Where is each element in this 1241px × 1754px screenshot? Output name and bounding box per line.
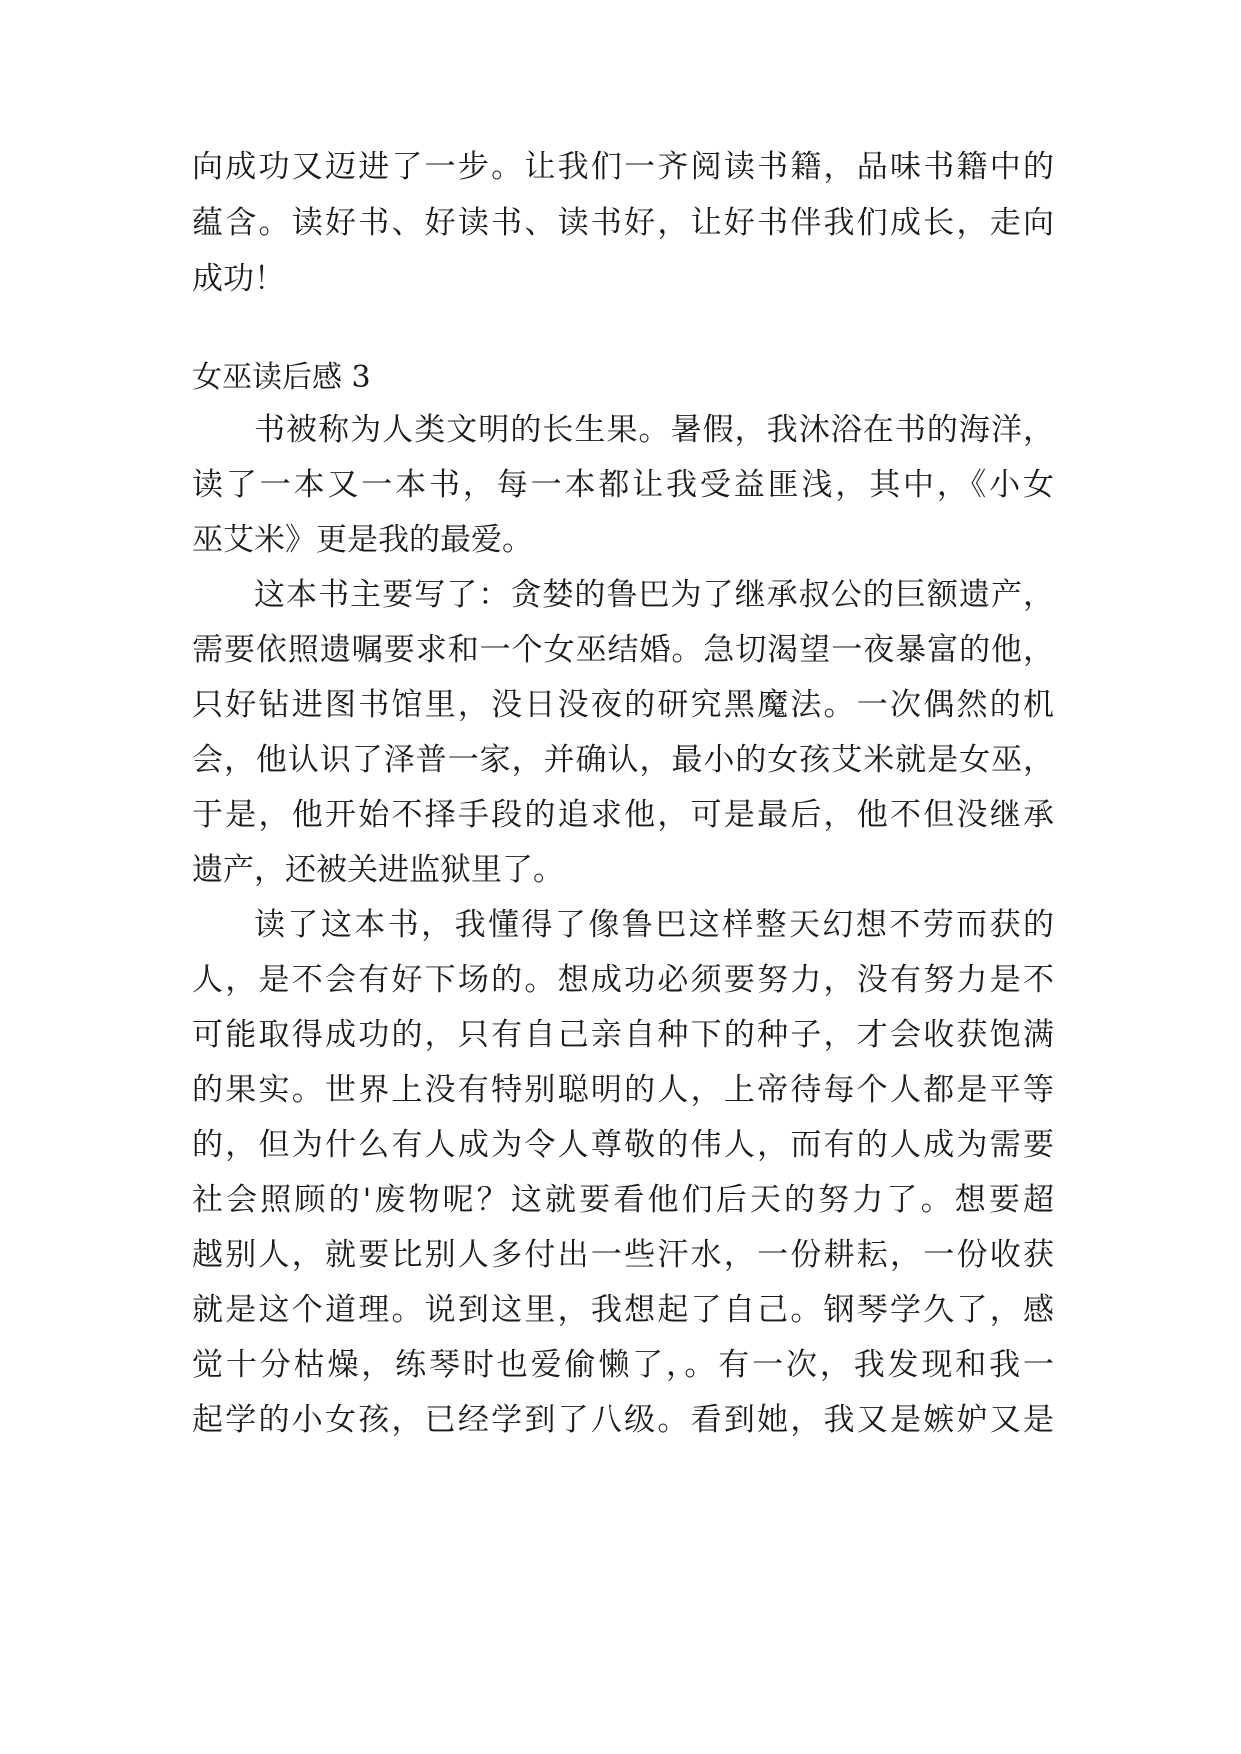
text-line: 书被称为人类文明的长生果。暑假，我沐浴在书的海洋， <box>254 412 1054 448</box>
text-line: 读了一本又一本书，每一本都让我受益匪浅，其中，《小女 <box>192 467 1054 503</box>
text-line: 向成功又迈进了一步。让我们一齐阅读书籍，品味书籍中的 <box>192 149 1054 185</box>
text-line: 只好钻进图书馆里，没日没夜的研究黑魔法。一次偶然的机 <box>192 687 1054 723</box>
text-line: 就是这个道理。说到这里，我想起了自己。钢琴学久了，感 <box>192 1292 1054 1328</box>
text-line: 读了这本书，我懂得了像鲁巴这样整天幻想不劳而获的 <box>254 907 1054 943</box>
text-line: 遗产，还被关进监狱里了。 <box>192 852 564 888</box>
text-line: 这本书主要写了：贪婪的鲁巴为了继承叔公的巨额遗产， <box>254 577 1054 613</box>
text-line: 于是，他开始不择手段的追求他，可是最后，他不但没继承 <box>192 797 1054 833</box>
text-line: 会，他认识了泽普一家，并确认，最小的女孩艾米就是女巫， <box>192 742 1054 778</box>
text-line: 蕴含。读好书、好读书、读书好，让好书伴我们成长，走向 <box>192 205 1054 241</box>
text-line: 需要依照遗嘱要求和一个女巫结婚。急切渴望一夜暴富的他， <box>192 632 1054 668</box>
text-line: 可能取得成功的，只有自己亲自种下的种子，才会收获饱满 <box>192 1017 1054 1053</box>
text-line: 起学的小女孩，已经学到了八级。看到她，我又是嫉妒又是 <box>192 1402 1054 1438</box>
text-line: 巫艾米》更是我的最爱。 <box>192 522 533 558</box>
text-line: 社会照顾的'废物呢？这就要看他们后天的努力了。想要超 <box>192 1182 1054 1218</box>
text-line: 人，是不会有好下场的。想成功必须要努力，没有努力是不 <box>192 962 1054 998</box>
section-title: 女巫读后感 3 <box>192 360 371 395</box>
text-line: 成功！ <box>192 261 285 297</box>
text-line: 的，但为什么有人成为令人尊敬的伟人，而有的人成为需要 <box>192 1127 1054 1163</box>
text-line: 的果实。世界上没有特别聪明的人，上帝待每个人都是平等 <box>192 1072 1054 1108</box>
text-line: 觉十分枯燥，练琴时也爱偷懒了，。有一次，我发现和我一 <box>192 1347 1054 1383</box>
text-line: 越别人，就要比别人多付出一些汗水，一份耕耘，一份收获 <box>192 1237 1054 1273</box>
